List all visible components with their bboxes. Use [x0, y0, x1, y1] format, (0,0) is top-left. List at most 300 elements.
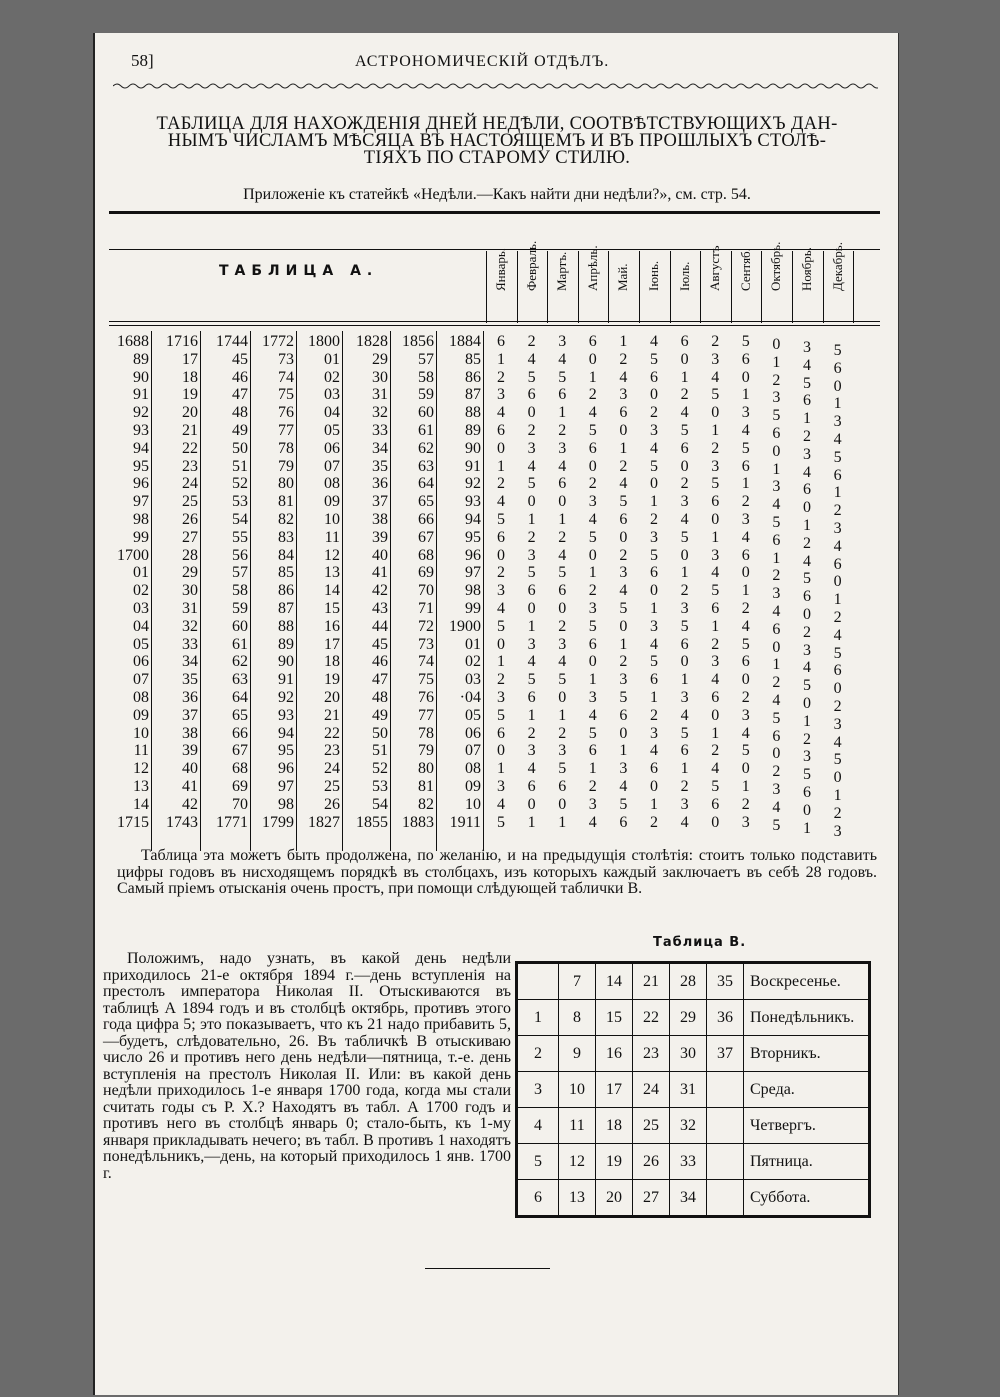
- year-cell: 98: [278, 795, 294, 813]
- year-cell: 99: [465, 600, 481, 617]
- month-value-cell: 6: [497, 724, 505, 742]
- year-cell: 89: [278, 635, 294, 653]
- year-cell: 36: [182, 689, 198, 706]
- year-cell: 67: [232, 742, 248, 760]
- month-value-cell: 5: [680, 617, 689, 635]
- month-value-cell: 0: [803, 606, 811, 623]
- number-cell: 30: [670, 1036, 707, 1072]
- month-value-cell: 1: [558, 706, 567, 724]
- year-cell: 35: [372, 457, 388, 475]
- month-value-cell: 4: [558, 457, 567, 475]
- year-cell: 08: [465, 760, 481, 778]
- year-cell: 19: [182, 386, 198, 404]
- year-cell: 82: [418, 795, 434, 813]
- year-cell: 34: [372, 439, 388, 457]
- year-cell: 1715: [117, 813, 149, 831]
- year-cell: 55: [232, 528, 248, 546]
- month-header: [609, 219, 637, 295]
- year-cell: 65: [232, 706, 248, 724]
- month-value-cell: 4: [650, 635, 658, 653]
- month-value-cell: 6: [680, 333, 689, 350]
- month-value-cell: 3: [833, 413, 842, 431]
- month-value-cell: 2: [680, 386, 689, 404]
- subtitle: Приложеніе къ статейкѣ «Недѣли.—Какъ найти дни недѣли?», см. стр. 54.: [243, 186, 751, 203]
- table-b-row: [517, 1000, 870, 1036]
- year-cell: 42: [182, 795, 198, 813]
- year-cell: 70: [418, 582, 434, 600]
- month-value-cell: 1: [497, 457, 505, 475]
- month-value-cell: 1: [588, 564, 597, 582]
- year-cell: 15: [324, 600, 340, 617]
- year-cell: 63: [418, 457, 434, 475]
- weekday-cell: Вторникъ.: [744, 1036, 870, 1072]
- month-value-cell: 0: [527, 404, 536, 422]
- month-value-cell: 6: [833, 662, 842, 680]
- month-label: Декабрь.: [829, 242, 845, 291]
- month-value-cell: 2: [497, 368, 505, 386]
- year-cell: 46: [372, 653, 388, 671]
- month-value-cell: 3: [650, 422, 658, 439]
- year-cell: 07: [465, 742, 481, 760]
- month-value-cell: 0: [650, 475, 658, 493]
- month-value-cell: 1: [588, 671, 597, 689]
- year-cell: 26: [324, 795, 340, 813]
- month-value-cell: 5: [680, 528, 689, 546]
- month-value-cell: 2: [711, 333, 720, 350]
- year-cell: 75: [278, 386, 294, 404]
- year-cell: 92: [278, 689, 294, 706]
- month-value-cell: 3: [619, 671, 628, 689]
- month-value-cell: 6: [833, 359, 842, 377]
- year-cell: 23: [324, 742, 340, 760]
- year-cell: 81: [278, 493, 294, 511]
- month-value-cell: 1: [803, 410, 811, 428]
- year-cell: 11: [324, 528, 340, 546]
- month-value-cell: 3: [588, 493, 597, 511]
- month-value-cell: 4: [803, 356, 811, 374]
- year-cell: 44: [372, 617, 388, 635]
- month-value-cell: 3: [558, 439, 567, 457]
- table-a-rule: [109, 321, 880, 322]
- month-value-cell: 6: [833, 466, 842, 484]
- month-value-cell: 1: [711, 617, 720, 635]
- year-cell: 08: [324, 475, 340, 493]
- month-value-cell: 6: [619, 706, 628, 724]
- main-title: [107, 116, 887, 167]
- month-value-cell: 6: [741, 653, 750, 671]
- month-value-cell: 0: [833, 377, 842, 395]
- number-cell: 9: [559, 1036, 596, 1072]
- wavy-rule: [113, 81, 878, 91]
- month-value-cell: 1: [803, 517, 811, 534]
- year-cell: 1900: [449, 617, 481, 635]
- month-value-cell: 4: [527, 653, 536, 671]
- number-cell: [707, 1180, 744, 1217]
- column-divider: [151, 331, 152, 851]
- year-cell: 91: [133, 386, 149, 404]
- year-cell: 64: [418, 475, 434, 493]
- number-cell: 8: [559, 1000, 596, 1036]
- month-value-cell: 5: [741, 635, 750, 653]
- month-value-cell: 1: [741, 475, 750, 493]
- month-value-cell: 2: [711, 635, 720, 653]
- month-value-cell: 6: [650, 368, 658, 386]
- month-value-cell: 6: [680, 742, 689, 760]
- month-value-cell: 5: [588, 724, 597, 742]
- month-value-cell: 6: [497, 333, 505, 350]
- month-value-cell: 5: [833, 448, 842, 466]
- year-cell: 70: [232, 795, 248, 813]
- month-value-cell: 3: [711, 653, 720, 671]
- month-value-cell: 0: [527, 795, 536, 813]
- year-cell: 32: [182, 617, 198, 635]
- month-value-cell: 2: [772, 763, 781, 781]
- month-value-cell: 3: [588, 689, 597, 706]
- year-cell: 38: [182, 724, 198, 742]
- month-value-cell: 4: [741, 617, 750, 635]
- year-cell: 39: [372, 528, 388, 546]
- month-value-cell: 5: [772, 816, 781, 834]
- title-line: ТІЯХЪ ПО СТАРОМУ СТИЛЮ.: [363, 148, 631, 168]
- month-value-cell: 2: [833, 698, 842, 715]
- month-value-cell: 0: [803, 801, 811, 819]
- month-value-cell: 6: [588, 439, 597, 457]
- year-cell: 79: [418, 742, 434, 760]
- year-cell: 03: [465, 671, 481, 689]
- month-value-cell: 5: [558, 671, 567, 689]
- month-value-cell: 6: [558, 475, 567, 493]
- month-value-cell: 3: [497, 778, 505, 795]
- year-cell: 37: [372, 493, 388, 511]
- month-value-cell: 2: [588, 582, 597, 600]
- month-value-cell: 2: [833, 804, 842, 822]
- month-value-cell: 3: [558, 635, 567, 653]
- month-value-cell: 1: [650, 493, 658, 511]
- year-cell: 45: [372, 635, 388, 653]
- year-cell: 09: [133, 706, 149, 724]
- weekday-cell: Понедѣльникъ.: [744, 1000, 870, 1036]
- year-cell: 1800: [308, 333, 340, 350]
- month-value-cell: 4: [772, 496, 781, 514]
- month-value-cell: 4: [527, 350, 536, 368]
- year-cell: 58: [418, 368, 434, 386]
- month-divider: [578, 251, 579, 323]
- month-value-cell: 4: [619, 475, 628, 493]
- year-cell: 93: [465, 493, 481, 511]
- month-value-cell: 3: [650, 617, 658, 635]
- month-value-cell: 1: [527, 706, 536, 724]
- year-cell: 97: [278, 778, 294, 795]
- year-cell: 25: [324, 778, 340, 795]
- month-value-cell: 0: [772, 638, 781, 656]
- month-value-cell: 4: [803, 463, 811, 481]
- month-value-cell: 3: [619, 760, 628, 778]
- month-value-cell: 3: [833, 822, 842, 840]
- month-header: [640, 219, 668, 295]
- table-b-row: [517, 1144, 870, 1180]
- number-cell: 15: [596, 1000, 633, 1036]
- month-value-cell: 5: [527, 368, 536, 386]
- month-value-cell: 5: [497, 706, 505, 724]
- year-cell: 02: [324, 368, 340, 386]
- month-value-cell: 6: [527, 778, 536, 795]
- year-cell: 91: [278, 671, 294, 689]
- number-cell: 31: [670, 1072, 707, 1108]
- month-value-cell: 5: [558, 760, 567, 778]
- month-value-cell: 6: [588, 742, 597, 760]
- month-label: Май.: [615, 263, 631, 291]
- month-value-cell: 5: [711, 475, 720, 493]
- running-header: [95, 51, 898, 81]
- month-value-cell: 6: [833, 555, 842, 573]
- month-value-cell: 0: [680, 546, 689, 564]
- month-value-cell: 4: [833, 733, 842, 751]
- month-value-cell: 6: [711, 795, 720, 813]
- year-cell: 02: [133, 582, 149, 600]
- month-label: Мартъ.: [554, 251, 570, 291]
- month-value-cell: 1: [588, 760, 597, 778]
- month-value-cell: 5: [680, 422, 689, 439]
- table-a-rule: [109, 249, 880, 250]
- month-value-cell: 0: [558, 600, 567, 617]
- year-cell: 59: [418, 386, 434, 404]
- year-cell: 06: [465, 724, 481, 742]
- number-cell: 28: [670, 963, 707, 1000]
- month-value-cell: 5: [711, 386, 720, 404]
- month-value-cell: 4: [803, 659, 811, 677]
- year-cell: 49: [372, 706, 388, 724]
- title-rule: [109, 211, 880, 214]
- year-cell: 26: [182, 511, 198, 528]
- year-cell: 1799: [262, 813, 294, 831]
- month-value-cell: 4: [650, 333, 658, 350]
- year-cell: 21: [324, 706, 340, 724]
- month-value-cell: 5: [711, 582, 720, 600]
- month-value-cell: 6: [558, 582, 567, 600]
- year-cell: 78: [278, 439, 294, 457]
- month-value-cell: 4: [772, 603, 781, 620]
- month-value-cell: 2: [803, 428, 811, 445]
- month-value-cell: 2: [650, 511, 658, 528]
- month-header: [793, 219, 821, 295]
- month-value-cell: 0: [741, 760, 750, 778]
- year-cell: 94: [278, 724, 294, 742]
- month-value-cell: 0: [711, 511, 720, 528]
- year-cell: 17: [182, 350, 198, 368]
- year-cell: 21: [182, 422, 198, 439]
- month-value-cell: 5: [527, 671, 536, 689]
- number-cell: 11: [559, 1108, 596, 1144]
- month-value-cell: 3: [711, 350, 720, 368]
- year-cell: 76: [278, 404, 294, 422]
- month-value-cell: 4: [711, 760, 720, 778]
- month-value-cell: 5: [619, 689, 628, 706]
- weekday-cell: Среда.: [744, 1072, 870, 1108]
- month-header: [824, 219, 852, 295]
- month-value-cell: 2: [650, 706, 658, 724]
- month-label: Іюль.: [676, 261, 692, 291]
- month-value-cell: 5: [588, 528, 597, 546]
- month-divider: [639, 251, 640, 323]
- month-value-cell: 4: [711, 368, 720, 386]
- month-value-cell: 2: [711, 439, 720, 457]
- month-value-cell: 4: [650, 439, 658, 457]
- title-line: ТАБЛИЦА ДЛЯ НАХОЖДЕНІЯ ДНЕЙ НЕДѢЛИ, СООТВѢТСТВУЮЩИХЪ ДАН-: [156, 114, 838, 134]
- month-value-cell: 2: [619, 350, 628, 368]
- month-value-cell: 6: [619, 813, 628, 831]
- month-value-cell: 0: [711, 706, 720, 724]
- year-cell: 94: [465, 511, 481, 528]
- month-header: [732, 219, 760, 295]
- year-cell: 57: [232, 564, 248, 582]
- year-cell: 66: [418, 511, 434, 528]
- year-cell: 30: [182, 582, 198, 600]
- number-cell: 16: [596, 1036, 633, 1072]
- number-cell: 26: [633, 1144, 670, 1180]
- month-value-cell: 3: [558, 333, 567, 350]
- month-value-cell: 1: [741, 386, 750, 404]
- month-divider: [792, 251, 793, 323]
- month-value-cell: 1: [833, 484, 842, 502]
- year-cell: 1772: [262, 333, 294, 350]
- month-header: [701, 219, 729, 295]
- year-cell: 63: [232, 671, 248, 689]
- month-label: Февраль.: [523, 240, 539, 291]
- month-value-cell: 4: [772, 798, 781, 816]
- month-value-cell: 4: [558, 546, 567, 564]
- year-cell: 14: [133, 795, 149, 813]
- year-cell: 73: [278, 350, 294, 368]
- number-cell: 32: [670, 1108, 707, 1144]
- month-value-cell: 0: [741, 671, 750, 689]
- year-cell: 22: [324, 724, 340, 742]
- month-value-cell: 2: [527, 724, 536, 742]
- year-cell: 88: [278, 617, 294, 635]
- year-cell: 51: [372, 742, 388, 760]
- weekday-cell: Воскресенье.: [744, 963, 870, 1000]
- number-cell: [517, 963, 559, 1000]
- year-cell: 69: [232, 778, 248, 795]
- month-value-cell: 6: [803, 784, 811, 801]
- year-cell: 14: [324, 582, 340, 600]
- month-value-cell: 5: [772, 709, 781, 727]
- month-value-cell: 2: [650, 404, 658, 422]
- year-cell: 1716: [166, 333, 198, 350]
- year-cell: 49: [232, 422, 248, 439]
- month-value-cell: 6: [741, 457, 750, 475]
- year-cell: 90: [133, 368, 149, 386]
- month-value-cell: 3: [680, 795, 689, 813]
- month-value-cell: 6: [588, 635, 597, 653]
- year-cell: 66: [232, 724, 248, 742]
- year-cell: 1827: [308, 813, 340, 831]
- year-cell: 88: [465, 404, 481, 422]
- year-cell: 06: [133, 653, 149, 671]
- month-value-cell: 2: [833, 609, 842, 626]
- month-value-cell: 1: [833, 395, 842, 413]
- month-value-cell: 6: [772, 425, 781, 442]
- month-value-cell: 5: [558, 368, 567, 386]
- number-cell: 7: [559, 963, 596, 1000]
- month-value-cell: 4: [680, 404, 689, 422]
- month-value-cell: 0: [619, 617, 628, 635]
- month-value-cell: 0: [588, 546, 597, 564]
- year-cell: 36: [372, 475, 388, 493]
- month-value-cell: 2: [803, 534, 811, 552]
- year-cell: 1855: [356, 813, 388, 831]
- month-value-cell: 5: [833, 751, 842, 769]
- year-cell: 61: [232, 635, 248, 653]
- month-label: Сентяб.: [737, 248, 753, 291]
- year-cell: 1884: [449, 333, 481, 350]
- month-value-cell: 6: [650, 671, 658, 689]
- year-cell: 12: [133, 760, 149, 778]
- month-value-cell: 6: [619, 404, 628, 422]
- month-value-cell: 3: [741, 511, 750, 528]
- month-value-cell: 5: [619, 493, 628, 511]
- month-value-cell: 0: [497, 635, 505, 653]
- book-page: [93, 33, 899, 1395]
- month-value-cell: 1: [680, 671, 689, 689]
- month-value-cell: 4: [497, 404, 505, 422]
- year-cell: 87: [465, 386, 481, 404]
- month-value-cell: 6: [558, 778, 567, 795]
- month-value-cell: 5: [803, 570, 811, 588]
- month-value-cell: 0: [558, 493, 567, 511]
- month-value-cell: 4: [497, 493, 505, 511]
- month-value-cell: 0: [833, 680, 842, 698]
- month-value-cell: 5: [772, 407, 781, 425]
- year-cell: 85: [465, 350, 481, 368]
- year-cell: 05: [133, 635, 149, 653]
- month-value-cell: 6: [527, 386, 536, 404]
- month-value-cell: 1: [772, 460, 781, 478]
- month-header: [487, 219, 515, 295]
- month-value-cell: 2: [558, 617, 567, 635]
- year-cell: 50: [372, 724, 388, 742]
- month-value-cell: 2: [527, 422, 536, 439]
- month-value-cell: 6: [527, 582, 536, 600]
- year-cell: 81: [418, 778, 434, 795]
- month-value-cell: 1: [497, 653, 505, 671]
- year-cell: 18: [182, 368, 198, 386]
- number-cell: 5: [517, 1144, 559, 1180]
- month-value-cell: 1: [527, 617, 536, 635]
- month-value-cell: 3: [803, 339, 811, 356]
- footer-rule: [425, 1268, 550, 1269]
- month-value-cell: 5: [833, 342, 842, 359]
- year-cell: 65: [418, 493, 434, 511]
- month-value-cell: 6: [711, 689, 720, 706]
- year-cell: 86: [278, 582, 294, 600]
- month-header: [671, 219, 699, 295]
- year-cell: 99: [133, 528, 149, 546]
- year-cell: 29: [372, 350, 388, 368]
- year-cell: 87: [278, 600, 294, 617]
- month-value-cell: 6: [711, 493, 720, 511]
- month-value-cell: 0: [833, 573, 842, 591]
- month-value-cell: 0: [497, 439, 505, 457]
- month-value-cell: 3: [497, 689, 505, 706]
- year-cell: 93: [133, 422, 149, 439]
- month-value-cell: 0: [711, 813, 720, 831]
- month-value-cell: 3: [772, 478, 781, 496]
- month-label: Іюнь.: [646, 260, 661, 291]
- year-cell: 60: [232, 617, 248, 635]
- year-cell: 46: [232, 368, 248, 386]
- year-cell: 97: [133, 493, 149, 511]
- year-cell: 64: [232, 689, 248, 706]
